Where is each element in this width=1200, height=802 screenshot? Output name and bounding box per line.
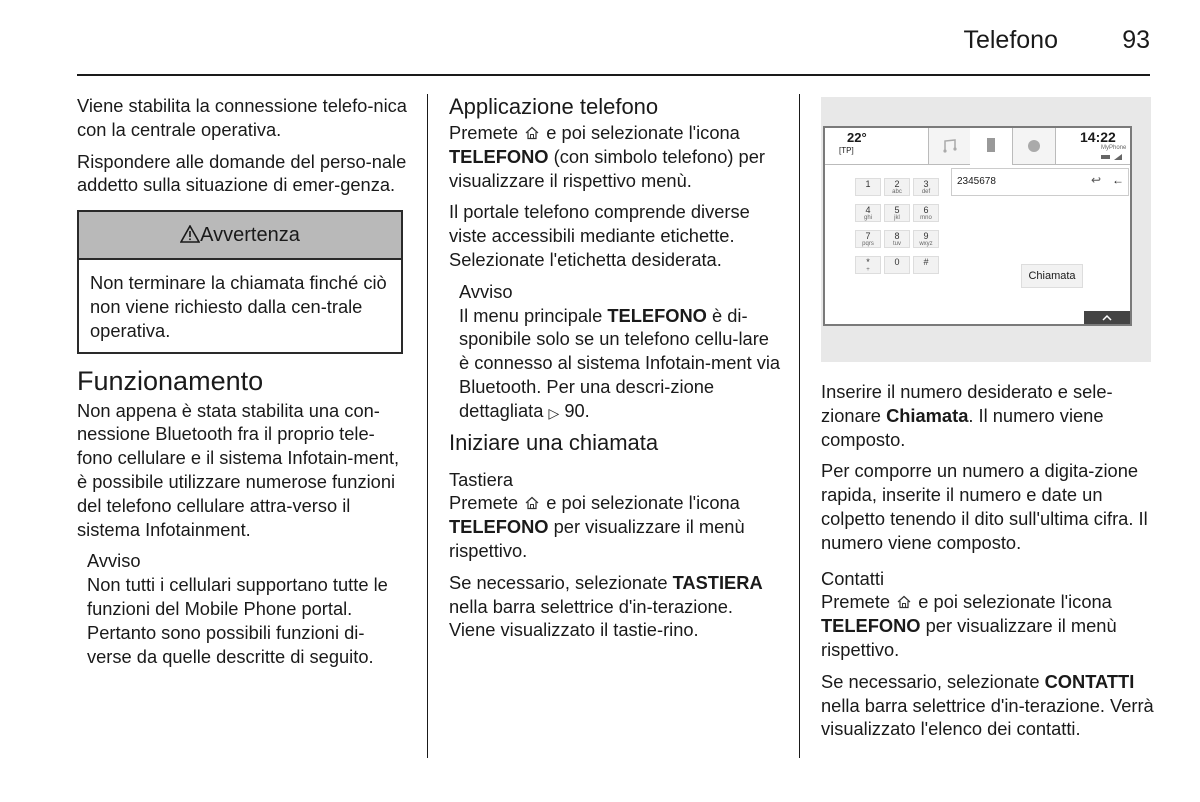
subheading: Contatti bbox=[821, 567, 885, 589]
keypad-key[interactable]: 3 def bbox=[913, 178, 939, 196]
keypad-key[interactable]: 1 bbox=[855, 178, 881, 196]
note-text: Il menu principale TELEFONO è di-sponibile solo se un telefono cellu-lare è connesso al sistema Infotain-ment via Bluetooth. Per una descri-zione dettagliata ▷ 90. bbox=[459, 304, 784, 426]
page-number: 93 bbox=[1122, 26, 1150, 54]
music-note-icon bbox=[942, 139, 958, 153]
paragraph: Non appena è stata stabilita una con-nessione Bluetooth fra il proprio tele-fono cellulare e il sistema Infotain-ment, è possibile utilizzare numerose funzioni del telefono cellulare attra-verso il sistema Infotainment. bbox=[77, 399, 400, 540]
keypad-key[interactable]: 8 tuv bbox=[884, 230, 910, 248]
tab-audio[interactable] bbox=[928, 128, 972, 164]
expand-button[interactable] bbox=[1084, 311, 1130, 324]
column-divider-1 bbox=[427, 94, 428, 758]
phone-keypad-screen bbox=[823, 126, 1132, 326]
keypad-key[interactable]: 6 mno bbox=[913, 204, 939, 222]
note-text: Non tutti i cellulari supportano tutte le funzioni del Mobile Phone portal. Pertanto sono possibili funzioni di-verse da quelle descritte di seguito. bbox=[87, 574, 388, 667]
tab-phone[interactable] bbox=[970, 128, 1012, 165]
paragraph: Rispondere alle domande del perso-nale addetto sulla situazione di emer-genza. bbox=[77, 150, 407, 196]
paragraph: Inserire il numero desiderato e sele-zionare Chiamata. Il numero viene composto. bbox=[821, 381, 1113, 450]
column-divider-2 bbox=[799, 94, 800, 758]
note-title: Avviso bbox=[87, 550, 141, 572]
temperature: 22° bbox=[847, 130, 867, 145]
keypad-key[interactable]: 5 jkl bbox=[884, 204, 910, 222]
warning-header bbox=[79, 212, 401, 260]
keypad-key[interactable]: 0 bbox=[884, 256, 910, 274]
page-reference[interactable]: 90. bbox=[564, 399, 590, 421]
backspace-icon[interactable]: ← bbox=[1112, 173, 1124, 187]
voicemail-icon[interactable]: ↩ bbox=[1091, 173, 1102, 187]
section-heading: Iniziare una chiamata bbox=[449, 429, 659, 455]
paragraph: Il portale telefono comprende diverse viste accessibili mediante etichette. Selezionate l'etichetta desiderata. bbox=[449, 201, 750, 270]
note-block bbox=[449, 280, 784, 426]
tp-indicator: [TP] bbox=[839, 146, 854, 155]
keypad-key[interactable]: 7 pqrs bbox=[855, 230, 881, 248]
keypad-key[interactable]: 4 ghi bbox=[855, 204, 881, 222]
phone-icon bbox=[986, 137, 996, 153]
globe-icon bbox=[1027, 139, 1041, 153]
column-1 bbox=[77, 94, 407, 668]
home-icon bbox=[897, 595, 911, 609]
keypad-key[interactable]: # bbox=[913, 256, 939, 274]
home-icon bbox=[525, 496, 539, 510]
keypad-key[interactable]: 2 abc bbox=[884, 178, 910, 196]
paragraph: Se necessario, selezionate CONTATTI nella barra selettrice d'in-terazione. Verrà visualizzato l'elenco dei contatti. bbox=[821, 670, 1154, 740]
infotainment-screenshot bbox=[821, 97, 1151, 362]
chevron-up-icon bbox=[1101, 314, 1113, 322]
subheading: Tastiera bbox=[449, 468, 514, 490]
warning-triangle-icon bbox=[180, 225, 200, 243]
call-button[interactable]: Chiamata bbox=[1021, 264, 1083, 288]
connected-phone: MyPhone bbox=[1101, 145, 1127, 151]
column-2 bbox=[449, 94, 784, 650]
keypad-key[interactable]: * + bbox=[855, 256, 881, 274]
page-reference-icon: ▷ bbox=[548, 404, 560, 421]
paragraph: Premete e poi selezionate l'icona TELEFONO (con simbolo telefono) per visualizzare il rispettivo menù. bbox=[449, 122, 765, 191]
warning-title: Avvertenza bbox=[200, 224, 300, 247]
paragraph: Se necessario, selezionate TASTIERA nella barra selettrice d'in-terazione. Viene visualizzato il tastie-rino. bbox=[449, 571, 763, 641]
tab-navigation[interactable] bbox=[1012, 128, 1056, 164]
column-3 bbox=[821, 380, 1156, 749]
dialed-number: 2345678 bbox=[957, 176, 996, 187]
status-bar bbox=[825, 128, 1130, 165]
section-heading: Funzionamento bbox=[77, 365, 264, 396]
number-display[interactable] bbox=[951, 168, 1129, 196]
section-heading: Applicazione telefono bbox=[449, 94, 659, 119]
signal-battery-icon bbox=[1101, 154, 1123, 160]
header-rule bbox=[77, 74, 1150, 76]
paragraph: Per comporre un numero a digita-zione rapida, inserite il numero e date un colpetto tenendo il dito sull'ultima cifra. Il numero viene composto. bbox=[821, 460, 1148, 553]
paragraph: Viene stabilita la connessione telefo-nica con la centrale operativa. bbox=[77, 95, 407, 140]
paragraph: Premete e poi selezionate l'icona TELEFONO per visualizzare il menù rispettivo. bbox=[449, 492, 745, 561]
keypad-key[interactable]: 9 wxyz bbox=[913, 230, 939, 248]
note-title: Avviso bbox=[459, 280, 513, 302]
clock: 14:22 bbox=[1080, 129, 1116, 145]
warning-text: Non terminare la chiamata finché ciò non viene richiesto dalla cen-trale operativa. bbox=[90, 272, 387, 341]
paragraph: Premete e poi selezionate l'icona TELEFONO per visualizzare il menù rispettivo. bbox=[821, 591, 1117, 660]
home-icon bbox=[525, 126, 539, 140]
note-block bbox=[77, 549, 407, 668]
warning-box bbox=[77, 210, 403, 353]
header-title: Telefono bbox=[963, 26, 1058, 54]
